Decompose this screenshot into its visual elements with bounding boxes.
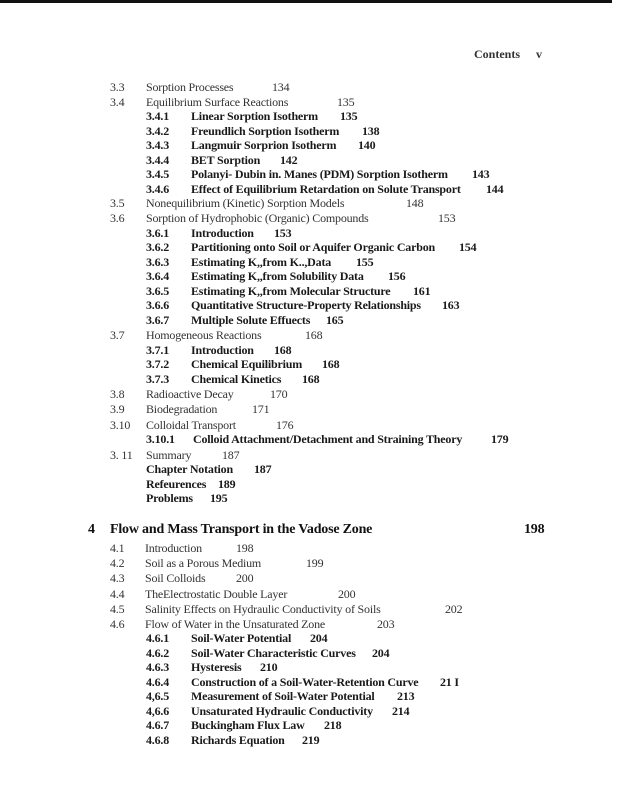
entry-page: 134 bbox=[272, 80, 290, 94]
entry-number: 3.6 bbox=[110, 211, 125, 225]
entry-title: Estimating K,,from Molecular Structure bbox=[191, 284, 391, 298]
entry-title: Measurement of Soil-Water Potential bbox=[191, 689, 375, 703]
entry-page: 219 bbox=[302, 733, 320, 747]
entry-title: Sorption of Hydrophobic (Organic) Compounds bbox=[146, 211, 369, 225]
entry-page: 203 bbox=[377, 617, 395, 631]
top-rule bbox=[0, 0, 612, 3]
entry-page: 168 bbox=[305, 328, 323, 342]
entry-page: 171 bbox=[252, 402, 270, 416]
entry-page: 195 bbox=[210, 491, 228, 505]
entry-page: 179 bbox=[491, 432, 509, 446]
entry-number: 3.7.3 bbox=[146, 372, 170, 386]
entry-page: 168 bbox=[322, 357, 340, 371]
entry-number: 4.6 bbox=[110, 617, 125, 631]
entry-page: 140 bbox=[358, 138, 376, 152]
entry-page: 214 bbox=[392, 704, 410, 718]
entry-number: 3.6.4 bbox=[146, 269, 170, 283]
entry-title: BET Sorption bbox=[191, 153, 261, 167]
entry-page: 165 bbox=[326, 313, 344, 327]
entry-title: Unsaturated Hydraulic Conductivity bbox=[191, 704, 373, 718]
entry-page: 200 bbox=[236, 571, 254, 585]
entry-number: 4.6.3 bbox=[146, 660, 170, 674]
entry-title: Buckingham Flux Law bbox=[191, 718, 305, 732]
entry-title: Chemical Equilibrium bbox=[191, 357, 303, 371]
entry-title: Colloidal Transport bbox=[146, 418, 236, 432]
entry-page: 155 bbox=[356, 255, 374, 269]
entry-number: 4.6.4 bbox=[146, 675, 170, 689]
entry-title: Langmuir Sorprion Isotherm bbox=[191, 138, 337, 152]
entry-page: 204 bbox=[372, 646, 390, 660]
entry-page: 198 bbox=[236, 541, 254, 555]
entry-page: 168 bbox=[274, 343, 292, 357]
entry-title: Soil-Water Potential bbox=[191, 631, 292, 645]
entry-title: Linear Sorption Isotherm bbox=[191, 109, 318, 123]
entry-title: Partitioning onto Soil or Aquifer Organic Carbon bbox=[191, 240, 435, 254]
entry-title: Problems bbox=[146, 491, 193, 505]
entry-number: 3.7.1 bbox=[146, 343, 170, 357]
entry-title: Quantitative Structure-Property Relationships bbox=[191, 298, 421, 312]
entry-number: 4.4 bbox=[110, 587, 125, 601]
entry-page: 135 bbox=[337, 95, 355, 109]
entry-page: 154 bbox=[459, 240, 477, 254]
entry-title: Introduction bbox=[191, 343, 254, 357]
entry-title: Chapter Notation bbox=[146, 462, 233, 476]
entry-number: 3.10.1 bbox=[146, 432, 175, 446]
entry-page: 170 bbox=[270, 387, 288, 401]
entry-title: Richards Equation bbox=[191, 733, 285, 747]
entry-page: 144 bbox=[486, 182, 504, 196]
entry-number: 4.6.1 bbox=[146, 631, 170, 645]
entry-number: 3.6.7 bbox=[146, 313, 170, 327]
entry-number: 4.2 bbox=[110, 556, 125, 570]
entry-number: 4.6.7 bbox=[146, 718, 170, 732]
entry-number: 3.3 bbox=[110, 80, 125, 94]
entry-page: 153 bbox=[274, 226, 292, 240]
entry-number: 4.5 bbox=[110, 602, 125, 616]
entry-page: 143 bbox=[472, 167, 490, 181]
entry-number: 4.1 bbox=[110, 541, 125, 555]
entry-number: 3.4.4 bbox=[146, 153, 170, 167]
entry-title: Biodegradation bbox=[146, 402, 218, 416]
entry-page: 213 bbox=[397, 689, 415, 703]
entry-number: 3.4.6 bbox=[146, 182, 170, 196]
entry-title: Sorption Processes bbox=[146, 80, 234, 94]
entry-page: 200 bbox=[338, 587, 356, 601]
chapter-title: Flow and Mass Transport in the Vadose Zone bbox=[110, 522, 373, 537]
entry-page: 168 bbox=[302, 372, 320, 386]
entry-title: Construction of a Soil-Water-Retention Curve bbox=[191, 675, 419, 689]
entry-page: 202 bbox=[445, 602, 463, 616]
entry-title: TheElectrostatic Double Layer bbox=[145, 587, 288, 601]
entry-title: Introduction bbox=[145, 541, 202, 555]
entry-title: Estimating K,,from Solubility Data bbox=[191, 269, 364, 283]
entry-title: Soil Colloids bbox=[145, 571, 206, 585]
entry-title: Freundlich Sorption Isotherm bbox=[191, 124, 340, 138]
entry-title: Soil as a Porous Medium bbox=[145, 556, 262, 570]
entry-number: 3.4.5 bbox=[146, 167, 170, 181]
running-header-page: v bbox=[536, 47, 543, 61]
entry-page: 142 bbox=[280, 153, 298, 167]
entry-title: Polanyi- Dubin in. Manes (PDM) Sorption Isotherm bbox=[191, 167, 448, 181]
entry-number: 3.9 bbox=[110, 402, 125, 416]
entry-page: 189 bbox=[218, 477, 236, 491]
entry-number: 3.6.6 bbox=[146, 298, 170, 312]
entry-number: 3.4.1 bbox=[146, 109, 170, 123]
entry-number: 3.10 bbox=[110, 418, 131, 432]
entry-title: Chemical Kinetics bbox=[191, 372, 282, 386]
entry-title: Multiple Solute Effuects bbox=[191, 313, 311, 327]
entry-page: 135 bbox=[340, 109, 358, 123]
entry-page: 210 bbox=[260, 660, 278, 674]
entry-page: 161 bbox=[413, 284, 431, 298]
entry-title: Summary bbox=[146, 448, 192, 462]
entry-number: 3.6.1 bbox=[146, 226, 170, 240]
entry-page: 138 bbox=[362, 124, 380, 138]
entry-title: Nonequilibrium (Kinetic) Sorption Models bbox=[146, 196, 345, 210]
entry-title: Flow of Water in the Unsaturated Zone bbox=[145, 617, 326, 631]
running-header bbox=[474, 47, 542, 62]
entry-page: 218 bbox=[324, 718, 342, 732]
entry-title: Salinity Effects on Hydraulic Conductivity of Soils bbox=[145, 602, 381, 616]
entry-number: 4.6.8 bbox=[146, 733, 170, 747]
entry-number: 3.6.5 bbox=[146, 284, 170, 298]
entry-title: Homogeneous Reactions bbox=[146, 328, 262, 342]
entry-number: 3.6.3 bbox=[146, 255, 170, 269]
entry-page: 176 bbox=[276, 418, 294, 432]
entry-number: 4,6.6 bbox=[146, 704, 170, 718]
entry-number: 4,6.5 bbox=[146, 689, 170, 703]
entry-page: 156 bbox=[388, 269, 406, 283]
entry-title: Colloid Attachment/Detachment and Straining Theory bbox=[193, 432, 463, 446]
entry-page: 148 bbox=[406, 196, 424, 210]
entry-page: 187 bbox=[222, 448, 240, 462]
entry-number: 3.7 bbox=[110, 328, 125, 342]
entry-title: Introduction bbox=[191, 226, 254, 240]
chapter-number: 4 bbox=[88, 522, 95, 537]
entry-title: Equilibrium Surface Reactions bbox=[146, 95, 289, 109]
entry-number: 3.4 bbox=[110, 95, 125, 109]
entry-title: Refeurences bbox=[146, 477, 207, 491]
entry-number: 3.5 bbox=[110, 196, 125, 210]
entry-number: 3. 11 bbox=[110, 448, 133, 462]
entry-page: 153 bbox=[438, 211, 456, 225]
entry-number: 4.6.2 bbox=[146, 646, 170, 660]
entry-number: 3.6.2 bbox=[146, 240, 170, 254]
entry-page: 199 bbox=[306, 556, 324, 570]
entry-page: 204 bbox=[310, 631, 328, 645]
entry-title: Estimating K,,from K..,Data bbox=[191, 255, 332, 269]
entry-number: 3.7.2 bbox=[146, 357, 170, 371]
entry-page: 187 bbox=[254, 462, 272, 476]
entry-number: 3.4.2 bbox=[146, 124, 170, 138]
entry-title: Soil-Water Characteristic Curves bbox=[191, 646, 356, 660]
entry-title: Radioactive Decay bbox=[146, 387, 234, 401]
entry-number: 4.3 bbox=[110, 571, 125, 585]
entry-title: Effect of Equilibrium Retardation on Solute Transport bbox=[191, 182, 461, 196]
entry-number: 3.8 bbox=[110, 387, 125, 401]
entry-title: Hysteresis bbox=[191, 660, 242, 674]
entry-number: 3.4.3 bbox=[146, 138, 170, 152]
entry-page: 21 I bbox=[440, 675, 459, 689]
running-header-label: Contents bbox=[474, 47, 521, 61]
entry-page: 163 bbox=[442, 298, 460, 312]
chapter-page: 198 bbox=[524, 522, 545, 537]
